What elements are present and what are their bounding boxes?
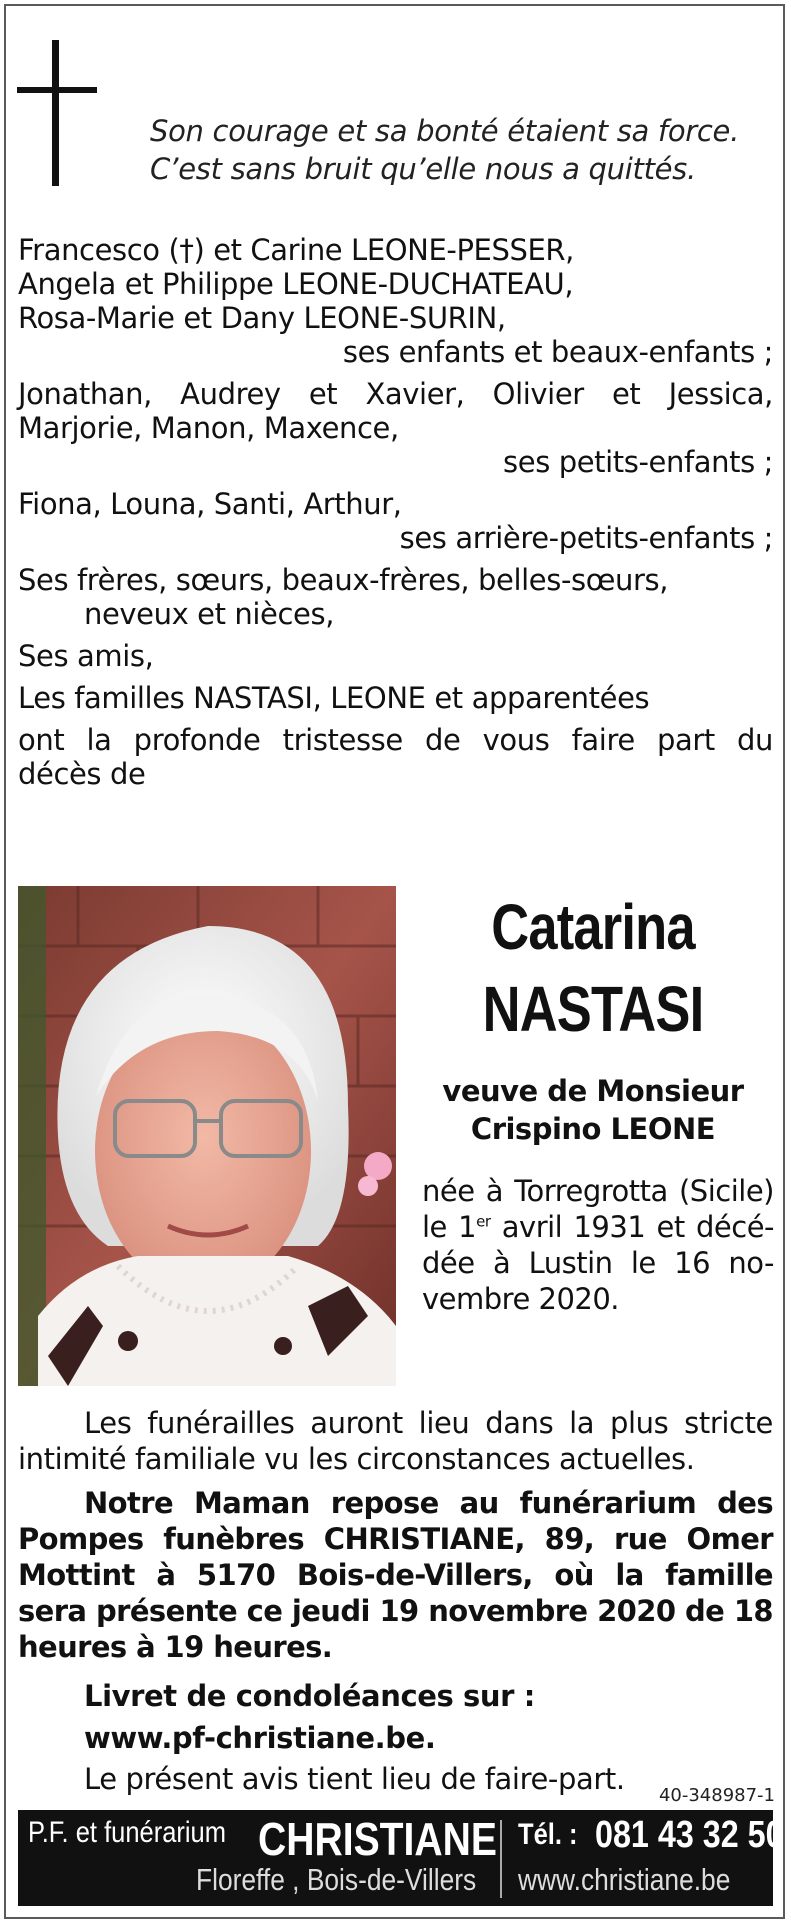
notice-line: Le présent avis tient lieu de faire-part. xyxy=(84,1762,625,1796)
born-line xyxy=(422,1209,774,1245)
born-line: née à Torregrotta (Sicile) xyxy=(422,1174,774,1208)
announce-line: décès de xyxy=(18,757,146,791)
motto-line: C’est sans bruit qu’elle nous a quittés. xyxy=(150,152,696,186)
family-line: Marjorie, Manon, Maxence, xyxy=(18,411,399,445)
banner-website[interactable]: www.christiane.be xyxy=(518,1862,731,1897)
born-line: dée à Lustin le 16 no- xyxy=(422,1246,774,1280)
born-rest: avril 1931 et décé- xyxy=(490,1210,774,1244)
family-role: ses petits-enfants ; xyxy=(503,445,773,479)
family-line: Ses amis, xyxy=(18,639,154,673)
repose-paragraph: Notre Maman repose au funérarium des Pompes funèbres CHRISTIANE, 89, rue Omer Mottint à 5170 Bois-de-Villers, où la famille sera présente ce jeudi 19 novembre 2020 de 18 heures à 19 heures. xyxy=(18,1486,773,1664)
family-line: Jonathan, Audrey et Xavier, Olivier et Jessica, xyxy=(18,377,773,411)
banner-tel-label: Tél. : xyxy=(518,1818,578,1851)
deceased-name-block xyxy=(408,886,778,1148)
announce-line: ont la profonde tristesse de vous faire part du xyxy=(18,723,773,757)
condolences-link[interactable]: www.pf-christiane.be. xyxy=(84,1721,436,1755)
banner-locations: Floreffe , Bois-de-Villers xyxy=(196,1862,477,1897)
family-list xyxy=(18,233,773,791)
funeral-paragraph: Les funérailles auront lieu dans la plus stricte intimité familiale vu les circonstances actuelles. xyxy=(18,1406,773,1476)
deceased-last-name: NASTASI xyxy=(482,973,704,1045)
reference-number: 40-348987-1 xyxy=(658,1785,775,1806)
family-line: Les familles NASTASI, LEONE et apparentées xyxy=(18,681,650,715)
widow-line: Crispino LEONE xyxy=(470,1112,716,1146)
family-line: Angela et Philippe LEONE-DUCHATEAU, xyxy=(18,267,574,301)
born-prefix: le 1 xyxy=(422,1210,477,1244)
born-line: vembre 2020. xyxy=(422,1282,620,1316)
family-line: Fiona, Louna, Santi, Arthur, xyxy=(18,487,402,521)
banner-divider xyxy=(500,1820,502,1898)
portrait-photo xyxy=(18,886,396,1386)
motto-line: Son courage et sa bonté étaient sa force. xyxy=(150,114,739,148)
deceased-first-name: Catarina xyxy=(491,891,695,963)
widow-line: veuve de Monsieur xyxy=(442,1074,744,1108)
birth-death-info xyxy=(422,1173,774,1317)
family-line: Ses frères, sœurs, beaux-frères, belles-sœurs, xyxy=(18,563,669,597)
family-line: Rosa-Marie et Dany LEONE-SURIN, xyxy=(18,301,506,335)
ordinal-sup: er xyxy=(476,1212,491,1231)
funeral-details xyxy=(18,1405,773,1797)
banner-brand: CHRISTIANE xyxy=(258,1813,497,1865)
motto xyxy=(150,112,739,188)
family-role: ses arrière-petits-enfants ; xyxy=(399,521,773,555)
family-role: ses enfants et beaux-enfants ; xyxy=(342,335,773,369)
banner-prefix: P.F. et funérarium xyxy=(28,1816,226,1849)
banner-phone[interactable]: 081 43 32 50 xyxy=(595,1814,784,1856)
funeral-home-banner xyxy=(18,1810,784,1906)
condolences-label: Livret de condoléances sur : xyxy=(84,1679,535,1713)
family-line: Francesco (†) et Carine LEONE-PESSER, xyxy=(18,233,574,267)
family-line: neveux et nièces, xyxy=(84,597,335,631)
